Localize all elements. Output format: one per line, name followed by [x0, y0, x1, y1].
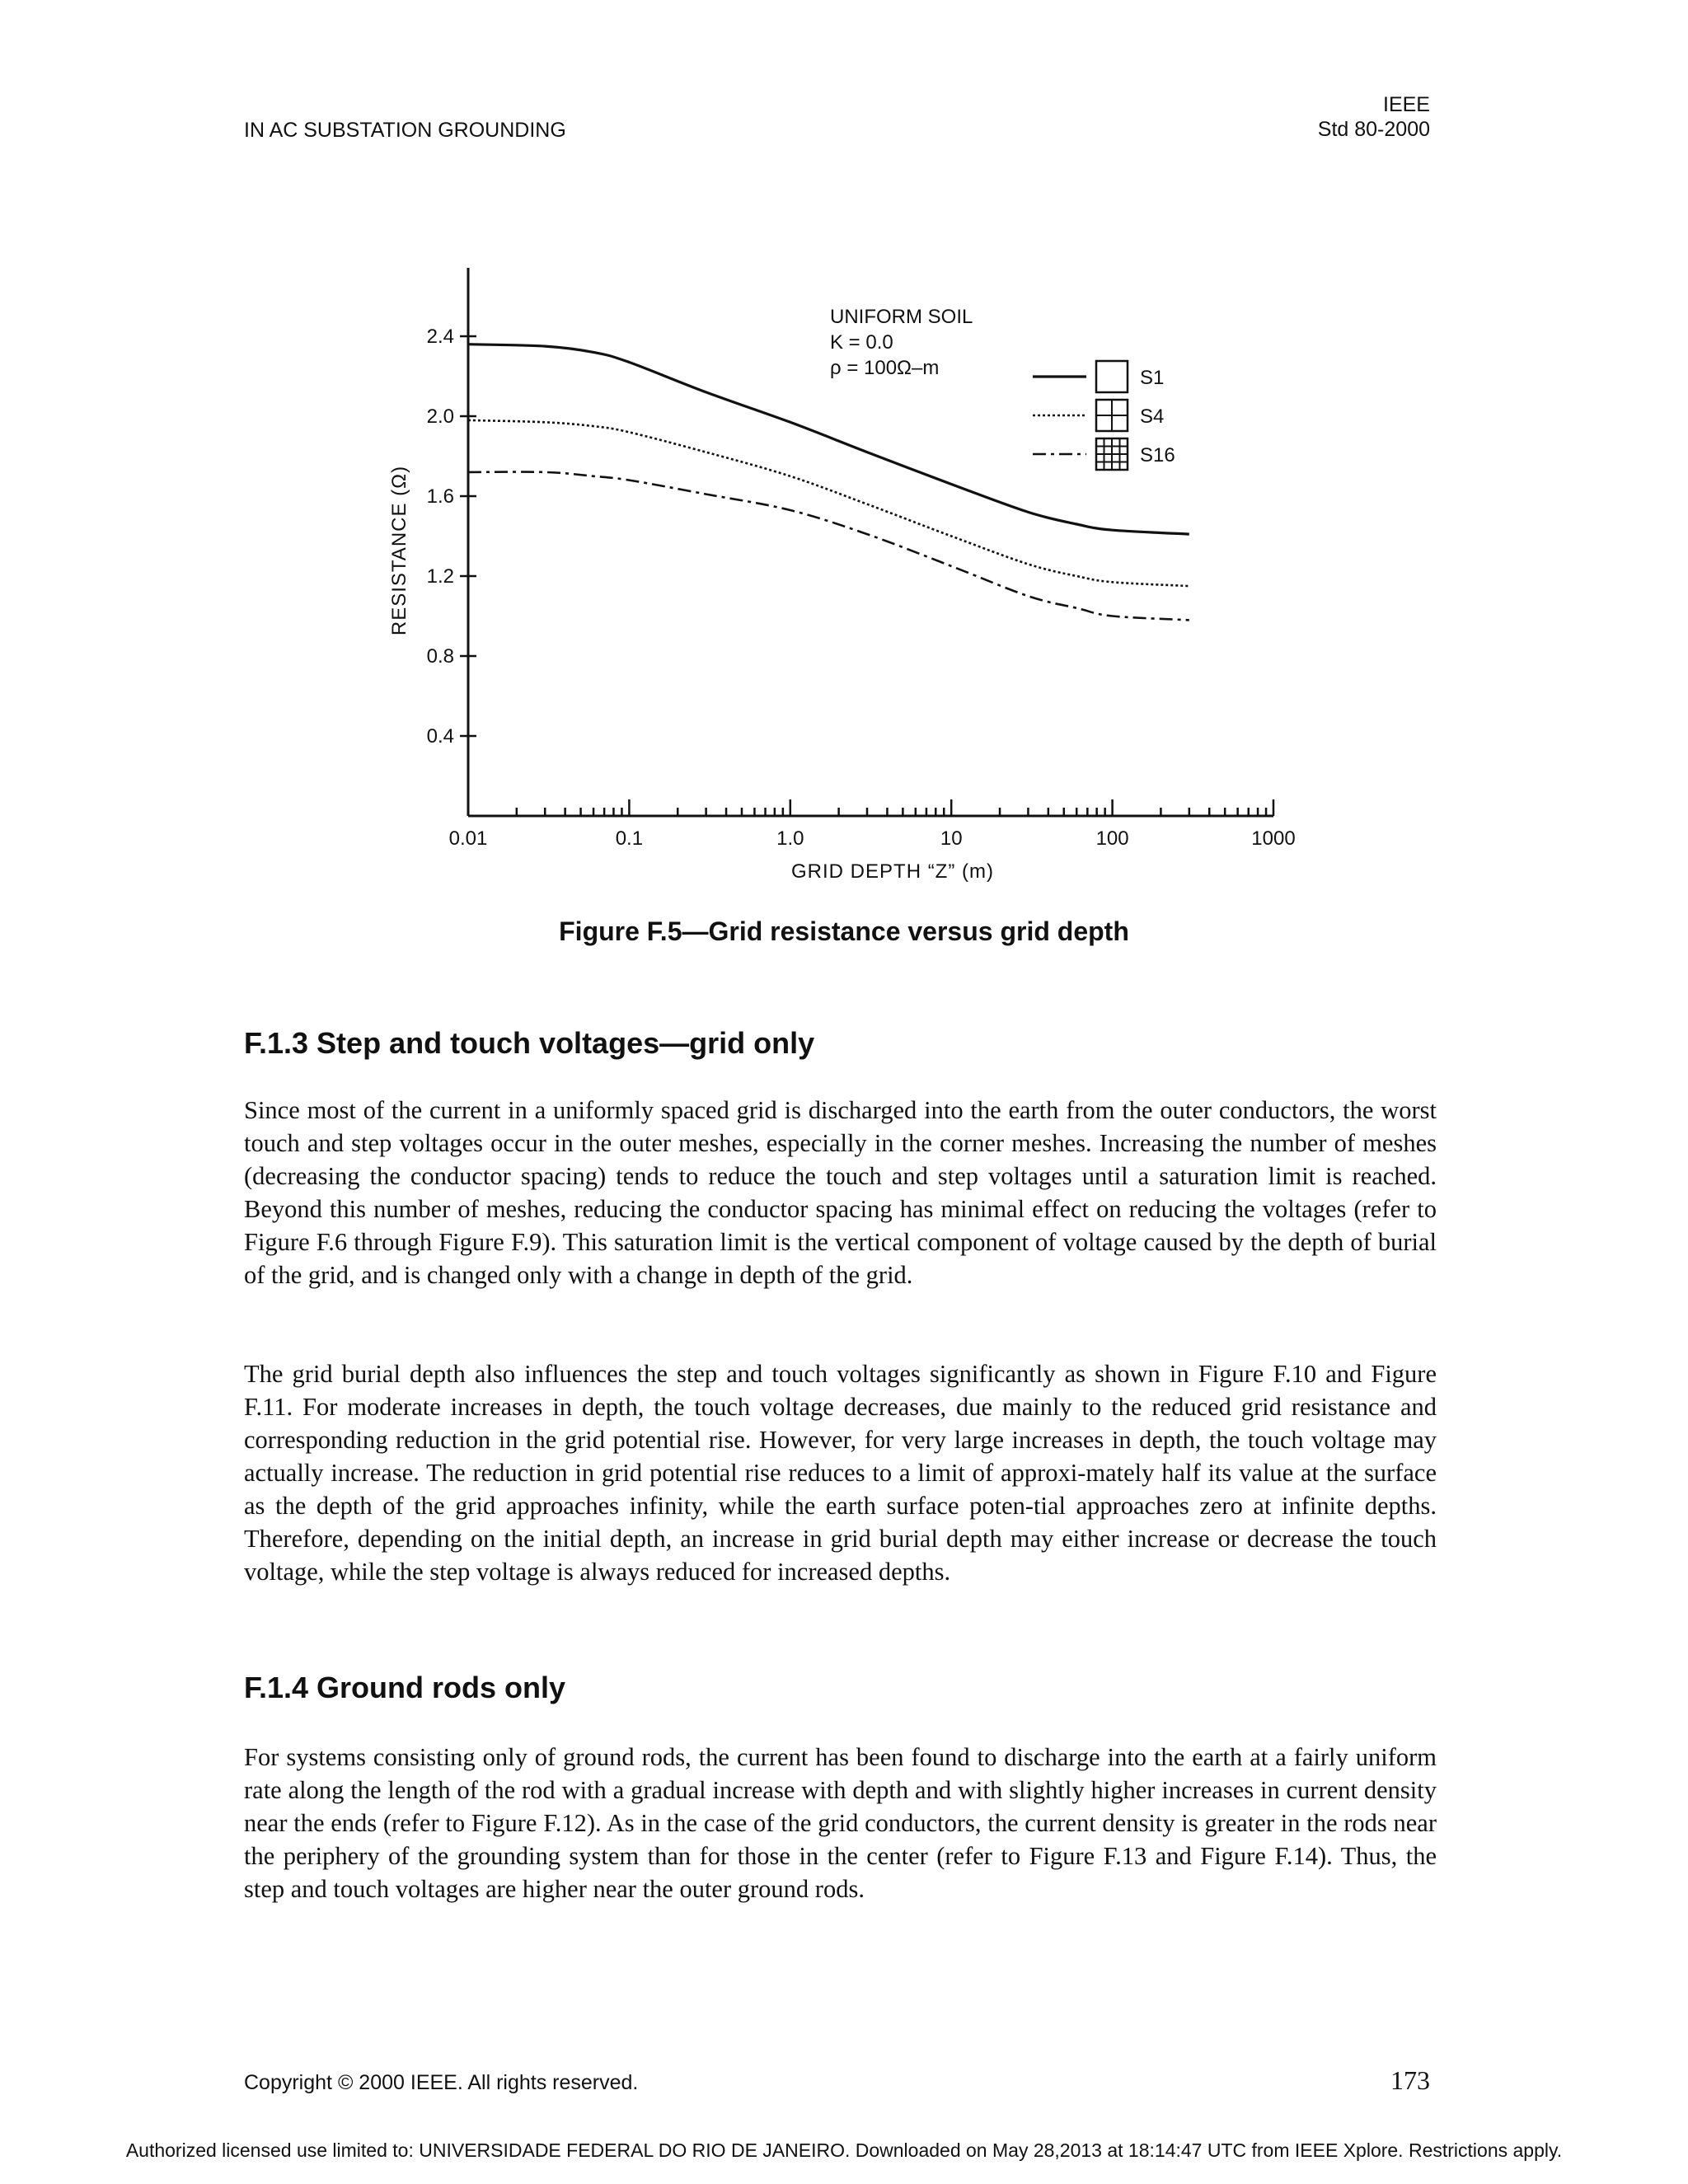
chart-annotation [830, 306, 973, 379]
x-tick-label: 1000 [1251, 827, 1296, 850]
y-tick-label: 0.8 [426, 645, 454, 668]
annotation-line: K = 0.0 [830, 331, 893, 354]
y-tick-label: 2.0 [426, 405, 454, 428]
paragraph-f13-2: The grid burial depth also influences the step and touch voltages significantly as shown in Figure F.10 and Figure F.11. For moderate increases in depth, the touch voltage decreases, due mainly to the reduced grid resistance and corresponding reduction in the grid potential rise. However, for very large increases in depth, the touch voltage may actually increase. The reduction in grid potential rise reduces to a limit of approxi-mately half its value at the surface as the depth of the grid approaches infinity, while the earth surface poten-tial approaches zero at infinite depths. Therefore, depending on the initial depth, an increase in grid burial depth may either increase or decrease the touch voltage, while the step voltage is always reduced for increased depths. [244, 1360, 1437, 1586]
chart-legend [1033, 361, 1175, 470]
section-heading-f14: F.1.4 Ground rods only [244, 1671, 566, 1704]
series-line-s4 [468, 420, 1189, 586]
annotation-line: UNIFORM SOIL [830, 306, 973, 328]
chart-series [468, 344, 1189, 621]
running-header-std: Std 80-2000 [1317, 118, 1430, 141]
section-heading-f13: F.1.3 Step and touch voltages—grid only [244, 1026, 815, 1060]
page-number: 173 [1390, 2065, 1430, 2095]
x-tick-label: 0.01 [448, 827, 488, 850]
paragraph-f14-1: For systems consisting only of ground rods, the current has been found to discharge into the earth at a fairly uniform rate along the length of the rod with a gradual increase with depth and with slightly higher increases in current density near the ends (refer to Figure F.12). As in the case of the grid conductors, the current density is greater in the rods near the periphery of the grounding system than for those in the center (refer to Figure F.13 and Figure F.14). Thus, the step and touch voltages are higher near the outer ground rods. [244, 1743, 1437, 1903]
legend-label-s4: S4 [1140, 405, 1165, 428]
paragraph-f13-1: Since most of the current in a uniformly spaced grid is discharged into the earth from the outer conductors, the worst touch and step voltages occur in the outer meshes, especially in the corner meshes. Increasing the number of meshes (decreasing the conductor spacing) tends to reduce the touch and step voltages until a saturation limit is reached. Beyond this number of meshes, reducing the conductor spacing has minimal effect on reducing the voltages (refer to Figure F.6 through Figure F.9). This saturation limit is the vertical component of voltage caused by the depth of burial of the grid, and is changed only with a change in depth of the grid. [244, 1096, 1437, 1289]
x-tick-label: 100 [1095, 827, 1129, 850]
x-axis-ticks [449, 799, 1296, 850]
running-header-left: IN AC SUBSTATION GROUNDING [244, 119, 566, 142]
x-tick-label: 0.1 [615, 827, 644, 850]
grid-resistance-chart [0, 0, 1688, 890]
annotation-line: ρ = 100Ω–m [830, 357, 940, 379]
legend-label-s16: S16 [1140, 444, 1175, 466]
legend-grid-symbol-s4 [1096, 400, 1128, 431]
legend-label-s1: S1 [1140, 367, 1165, 389]
y-tick-label: 1.2 [426, 565, 454, 588]
x-axis-label: GRID DEPTH “Z” (m) [791, 860, 994, 883]
y-tick-label: 1.6 [426, 485, 454, 508]
legend-grid-symbol-s1 [1096, 361, 1128, 392]
series-line-s1 [468, 344, 1189, 534]
x-tick-label: 1.0 [776, 827, 804, 850]
x-tick-label: 10 [940, 827, 963, 850]
y-axis-label: RESISTANCE (Ω) [388, 465, 410, 636]
series-line-s16 [468, 472, 1189, 621]
license-notice: Authorized licensed use limited to: UNIVERSIDADE FEDERAL DO RIO DE JANEIRO. Downloaded on May 28,2013 at 18:14:47 UTC from IEEE Xplore. Restrictions apply. [125, 2139, 1563, 2161]
copyright-notice: Copyright © 2000 IEEE. All rights reserved. [244, 2071, 639, 2094]
figure-caption: Figure F.5—Grid resistance versus grid depth [559, 916, 1129, 946]
legend-grid-symbol-s16 [1096, 438, 1128, 470]
y-tick-label: 0.4 [426, 725, 454, 748]
y-tick-label: 2.4 [426, 326, 454, 348]
running-header-org: IEEE [1383, 93, 1430, 116]
